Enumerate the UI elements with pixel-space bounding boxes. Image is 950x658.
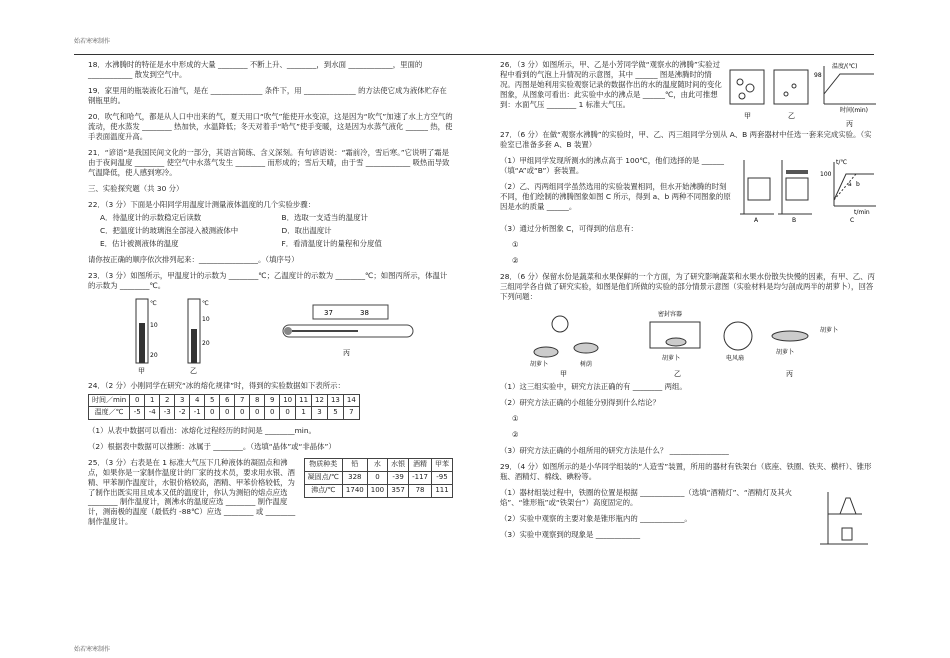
section-title: 三、实验探究题（共 30 分） <box>88 183 184 193</box>
q26-figure <box>728 60 878 130</box>
q22-options <box>100 213 453 249</box>
thermometer-yi <box>188 299 210 375</box>
q27-sub-2: （2）乙、丙两组同学虽然选用的实验装置相同，但水开始沸腾的时刻不同，他们绘制的沸腾图象如图 C 所示，得到 a、b 两种不同图象的原因是水的质量 ______。 <box>500 181 731 211</box>
question-19: 19．家里用的瓶装液化石油气，是在 ______________ 条件下，用 ______________ 的方法使它成为液体贮存在钢瓶里的。 <box>88 85 447 105</box>
q22-option: D．取出温度计 <box>281 225 332 235</box>
question-24: 24．（2 分）小刚同学在研究“冰的熔化规律”时，得到的实验数据如下表所示： <box>88 380 345 390</box>
fig-label-bing: 丙 <box>343 348 350 357</box>
question-20: 20．吹气和哈气，都是从人口中出来的气，夏天用口“吹气”能使开水变凉，这是因为“吹气”加速了水上方空气的流动，使水蒸发 ________ 热加快，水温降低；冬天对着手“哈气”使手变暖，这是因为水蒸气液化 ______ 热，使手表面温度升高。 <box>88 111 453 141</box>
svg-text:甲: 甲 <box>744 112 751 120</box>
svg-text:b: b <box>856 180 860 188</box>
q29-sub-2: （2）实验中观察的主要对象是锥形瓶内的 ____________。 <box>500 513 692 523</box>
question-18: 18．水沸腾时的特征是水中形成的大量 ________ 不断上升、________，到水面 ____________，里面的 ____________ 散发到空气中。 <box>88 60 425 79</box>
q29-sub-3: （3）实验中观察到的现象是 ____________ <box>500 529 641 539</box>
question-22: 22．（3 分）下面是小阳同学用温度计测量液体温度的几个实验步骤： <box>88 199 316 209</box>
q27-item-2: ② <box>512 255 519 265</box>
svg-text:10: 10 <box>150 321 158 329</box>
q29-block <box>500 488 878 548</box>
question-27: 27．（6 分）在做“观察水沸腾”的实验时，甲、乙、丙三组同学分别从 A、B 两套器材中任选一套来完成实验。（实验室已准备多套 A、B 装置） <box>500 130 872 149</box>
q28-figure <box>500 308 878 378</box>
svg-text:胡萝卜: 胡萝卜 <box>662 354 681 362</box>
table-row: 时间／min 0 1 2 3 4 5 6 7 8 9 10 11 12 13 14 <box>89 394 360 406</box>
q27-figure <box>738 156 878 224</box>
q22-order: 请你按正确的顺序依次排列起来：________________。（填序号） <box>88 254 299 264</box>
page-footer: 始若寒寒制作 <box>74 646 111 653</box>
page-header: 始若寒寒制作 <box>74 38 111 45</box>
q27-sub-3: （3）通过分析图象 C，可得到的信息有： <box>500 223 638 233</box>
svg-text:t/min: t/min <box>854 208 870 216</box>
svg-text:℃: ℃ <box>150 299 157 307</box>
question-21: 21．“谚语”是我国民间文化的一部分，其语言简练、含义深刻。有句谚语说：“霜前冷，雪后寒。”它说明了霜是由于夜间温度 ________ 使空气中水蒸气发生 ________ 而形成的；雪后天晴，由于雪 ____________ 吸热而导致气温降低，使人感到寒冷。 <box>88 147 450 177</box>
fig-label-yi: 乙 <box>190 366 197 375</box>
svg-text:温度/(℃): 温度/(℃) <box>832 63 858 70</box>
svg-text:胡萝卜: 胡萝卜 <box>820 326 839 334</box>
svg-text:10: 10 <box>202 315 210 323</box>
q27-block <box>500 156 878 224</box>
q24-sub-1: （1）从表中数据可以看出：冰熔化过程经历的时间是 ________min。 <box>88 425 316 435</box>
question-23: 23．（3 分）如图所示，甲温度计的示数为 ________℃；乙温度计的示数为 ________℃；如图丙所示，体温计的示数为 ________℃。 <box>88 270 448 290</box>
q26-block <box>500 60 878 130</box>
svg-text:密封容器: 密封容器 <box>658 310 683 318</box>
q22-option: E．估计被测液体的温度 <box>100 238 179 248</box>
thermometer-jia <box>136 299 158 375</box>
q22-option: C．把温度计的玻璃泡全部浸入被测液体中 <box>100 225 239 235</box>
fig-label-jia: 甲 <box>138 366 145 375</box>
q28-sub-1: （1）这三组实验中，研究方法正确的有 ________ 两组。 <box>500 381 687 391</box>
svg-text:37: 37 <box>324 308 333 317</box>
svg-text:乙: 乙 <box>788 112 795 120</box>
clinical-thermometer <box>283 305 413 357</box>
svg-text:胡萝卜: 胡萝卜 <box>776 348 795 356</box>
svg-text:时间(min): 时间(min) <box>840 107 868 114</box>
q28-item-2: ② <box>512 429 519 439</box>
svg-text:℃: ℃ <box>202 299 209 307</box>
svg-text:电风扇: 电风扇 <box>726 354 745 362</box>
svg-text:B: B <box>792 216 797 224</box>
q23-thermometer-figure <box>88 297 453 377</box>
question-28: 28．（6 分）保留水份是蔬菜和水果保鲜的一个方面，为了研究影响蔬菜和水果水份散失快慢的因素，有甲、乙、丙三组同学各自做了研究实验，如图是他们所做的实验的部分情景示意图（实验材料是均匀剖成两半的胡萝卜），回答下列问题： <box>500 271 875 301</box>
q24-table <box>88 394 360 420</box>
q22-option: F．看清温度计的量程和分度值 <box>281 238 382 248</box>
q29-apparatus-figure <box>818 488 878 548</box>
table-row: 凝固点/℃ 328 0 -39 -117 -95 <box>304 471 452 484</box>
svg-text:C: C <box>850 216 855 224</box>
svg-text:100: 100 <box>820 170 832 178</box>
q27-sub-1: （1）甲组同学发现所测水的沸点高于 100℃，他们选择的是 ______（填“A”或“B”）套装置。 <box>500 155 724 175</box>
q25-block <box>88 458 453 534</box>
table-row: 物质种类 铅 水 水银 酒精 甲苯 <box>304 458 452 471</box>
question-29: 29．（4 分）如图所示的是小华同学组装的“人造雪”装置，所用的器材有铁架台（底座、铁圈、铁夹、横杆）、锥形瓶、酒精灯、棉线、碘粉等。 <box>500 461 872 481</box>
table-row: 沸点/℃ 1740 100 357 78 111 <box>304 484 452 497</box>
question-26: 26．（3 分）如图所示，甲、乙是小芳同学做“观察水的沸腾”实验过程中看到的气泡上升情况的示意图，其中 ______ 图是沸腾时的情况。丙图是她利用实验观察记录的数据作出的水的温度随时间的变化图象，从图象可看出：此实验中水的沸点是 ______℃，由此可推想到：水面气压 ________ 1 标准大气压。 <box>500 60 722 109</box>
header-rule <box>74 54 874 55</box>
svg-text:20: 20 <box>202 339 210 347</box>
svg-text:98: 98 <box>814 72 822 79</box>
right-column <box>500 60 878 548</box>
q29-sub-1: （1）器材组装过程中，铁圈的位置是根据 ____________（选填“酒精灯”、“酒精灯及其火焰”、“锥形瓶”或“铁架台”）高度固定的。 <box>500 487 792 507</box>
question-25: 25．（3 分）右表是在 1 标准大气压下几种液体的凝固点和沸点，如果你是一家制作温度计的厂家的技术员，要求用水银、酒精、甲苯制作温度计，水银价格较高，酒精、甲苯价格较低，为了制作出既实用且成本又低的温度计，你认为测铅的熔点应选 ________ 制作温度计，测沸水的温度应选 ________ 制作温度计，测南极的温度（最低约 -88℃）应选 ________ 或 ________ 制作温度计。 <box>88 457 298 527</box>
table-row: 温度／℃ -5 -4 -3 -2 -1 0 0 0 0 0 0 1 3 5 7 <box>89 407 360 419</box>
svg-text:丙: 丙 <box>846 120 853 128</box>
q27-item-1: ① <box>512 239 519 249</box>
svg-text:乙: 乙 <box>674 369 681 378</box>
q25-table <box>304 458 453 498</box>
q22-option: A．待温度计的示数稳定后读数 <box>100 212 202 222</box>
q28-item-1: ① <box>512 413 519 423</box>
svg-text:A: A <box>754 216 759 224</box>
q28-sub-2: （2）研究方法正确的小组能分别得到什么结论？ <box>500 397 660 407</box>
svg-text:胡萝卜: 胡萝卜 <box>530 360 549 368</box>
left-column <box>88 60 453 533</box>
svg-text:20: 20 <box>150 351 158 359</box>
svg-text:树荫: 树荫 <box>580 360 593 368</box>
svg-text:t/℃: t/℃ <box>836 158 848 166</box>
svg-text:38: 38 <box>360 308 369 317</box>
svg-text:甲: 甲 <box>560 369 567 378</box>
q24-sub-2: （2）根据表中数据可以推断：冰属于 ________。（选填“晶体”或“非晶体”） <box>88 441 336 451</box>
svg-text:a: a <box>848 180 852 188</box>
q22-option: B．选取一支适当的温度计 <box>281 212 368 222</box>
svg-text:丙: 丙 <box>786 369 793 378</box>
q28-sub-3: （3）研究方法正确的小组所用的研究方法是什么？ ________________ <box>500 445 729 455</box>
